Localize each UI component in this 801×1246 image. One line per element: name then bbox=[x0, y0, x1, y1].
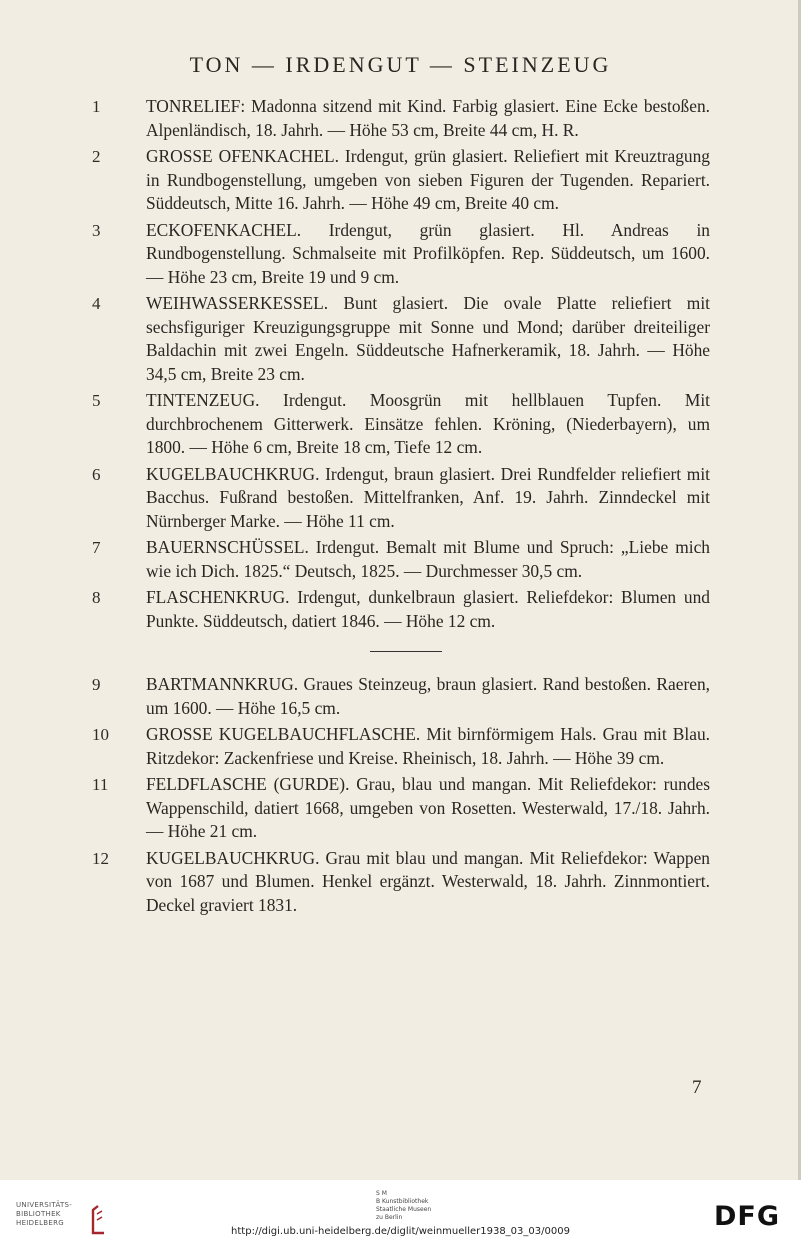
university-library-name: UNIVERSITÄTS- BIBLIOTHEK HEIDELBERG bbox=[16, 1201, 73, 1227]
catalog-entry bbox=[92, 95, 710, 142]
entry-number: 11 bbox=[92, 775, 109, 794]
catalog-entry bbox=[92, 145, 710, 216]
catalog-entry bbox=[92, 773, 710, 844]
entry-number: 2 bbox=[92, 147, 101, 166]
entry-text: BARTMANNKRUG. Graues Steinzeug, braun glasiert. Rand bestoßen. Raeren, um 1600. — Höhe 16,5 cm. bbox=[146, 674, 710, 718]
entry-number: 8 bbox=[92, 588, 101, 607]
dfg-logo[interactable]: DFG bbox=[714, 1201, 781, 1232]
entry-number: 5 bbox=[92, 391, 101, 410]
entry-text: FELDFLASCHE (GURDE). Grau, blau und mangan. Mit Reliefdekor: rundes Wappenschild, datiert 1668, umgeben von Rosetten. Westerwald, 17./18. Jahrh. — Höhe 21 cm. bbox=[146, 774, 710, 841]
permalink-url[interactable]: http://digi.ub.uni-heidelberg.de/diglit/weinmueller1938_03_03/0009 bbox=[231, 1226, 570, 1237]
entry-number: 3 bbox=[92, 220, 101, 240]
entry-number: 6 bbox=[92, 464, 101, 484]
entry-number: 4 bbox=[92, 294, 101, 313]
partner-institution: S M B Kunstbibliothek Staatliche Museen zu Berlin bbox=[376, 1190, 432, 1221]
entry-text: KUGELBAUCHKRUG. Grau mit blau und mangan. Mit Reliefdekor: Wappen von 1687 und Blumen. Henkel ergänzt. Westerwald, 18. Jahrh. Zinnmontiert. Deckel graviert 1831. bbox=[146, 847, 710, 915]
catalog-entry bbox=[92, 673, 710, 720]
entry-text: KUGELBAUCHKRUG. Irdengut, braun glasiert. Drei Rundfelder reliefiert mit Bacchus. Fußrand bestoßen. Mittelfranken, Anf. 19. Jahrh. Zinndeckel mit Nürnberger Marke. — Höhe 11 cm. bbox=[146, 463, 710, 531]
catalog-entry bbox=[92, 463, 710, 534]
entry-text: BAUERNSCHÜSSEL. Irdengut. Bemalt mit Blume und Spruch: „Liebe mich wie ich Dich. 1825.“ Deutsch, 1825. — Durchmesser 30,5 cm. bbox=[146, 537, 710, 581]
page-number: 7 bbox=[692, 1077, 702, 1098]
section-divider bbox=[370, 651, 442, 652]
viewer-footer bbox=[0, 1180, 801, 1246]
entry-number: 1 bbox=[92, 97, 101, 116]
catalog-entry bbox=[92, 389, 710, 460]
entry-number: 7 bbox=[92, 538, 101, 557]
entry-text: TONRELIEF: Madonna sitzend mit Kind. Farbig glasiert. Eine Ecke bestoßen. Alpenländisch, 18. Jahrh. — Höhe 53 cm, Breite 44 cm, H. R. bbox=[146, 96, 710, 140]
entry-text: WEIHWASSERKESSEL. Bunt glasiert. Die ovale Platte reliefiert mit sechsfiguriger Kreuzigungsgruppe mit Sonne und Mond; darüber dreiteiliger Baldachin mit zwei Engeln. Süddeutsche Hafnerkeramik, 18. Jahrh. — Höhe 34,5 cm, Breite 23 cm. bbox=[146, 293, 710, 384]
catalog-list bbox=[92, 95, 710, 920]
entry-text: FLASCHENKRUG. Irdengut, dunkelbraun glasiert. Reliefdekor: Blumen und Punkte. Süddeutsch, datiert 1846. — Höhe 12 cm. bbox=[146, 587, 710, 631]
entry-text: ECKOFENKACHEL. Irdengut, grün glasiert. Hl. Andreas in Rundbogenstellung. Schmalseite mit Profilköpfen. Rep. Süddeutsch, um 1600. — Höhe 23 cm, Breite 19 und 9 cm. bbox=[146, 219, 710, 287]
catalog-entry bbox=[92, 292, 710, 386]
entry-text: GROSSE OFENKACHEL. Irdengut, grün glasiert. Reliefiert mit Kreuztragung in Rundbogenstellung, umgeben von sieben Figuren der Tugenden. Repariert. Süddeutsch, Mitte 16. Jahrh. — Höhe 49 cm, Breite 40 cm. bbox=[146, 146, 710, 213]
entry-number: 12 bbox=[92, 848, 109, 868]
entry-number: 9 bbox=[92, 675, 101, 694]
entry-text: GROSSE KUGELBAUCHFLASCHE. Mit birnförmigem Hals. Grau mit Blau. Ritzdekor: Zackenfriese und Kreise. Rheinisch, 18. Jahrh. — Höhe 39 cm. bbox=[146, 724, 710, 768]
catalog-entry bbox=[92, 723, 710, 770]
entry-text: TINTENZEUG. Irdengut. Moosgrün mit hellblauen Tupfen. Mit durchbrochenem Gitterwerk. Einsätze fehlen. Kröning, (Niederbayern), um 1800. — Höhe 6 cm, Breite 18 cm, Tiefe 12 cm. bbox=[146, 390, 710, 457]
catalog-entry bbox=[92, 847, 710, 918]
catalog-entry bbox=[92, 586, 710, 633]
entry-number: 10 bbox=[92, 725, 109, 744]
university-library-logo[interactable] bbox=[8, 1190, 118, 1230]
catalog-entry bbox=[92, 219, 710, 290]
page-title: TON — IRDENGUT — STEINZEUG bbox=[189, 52, 612, 77]
catalog-entry bbox=[92, 536, 710, 583]
